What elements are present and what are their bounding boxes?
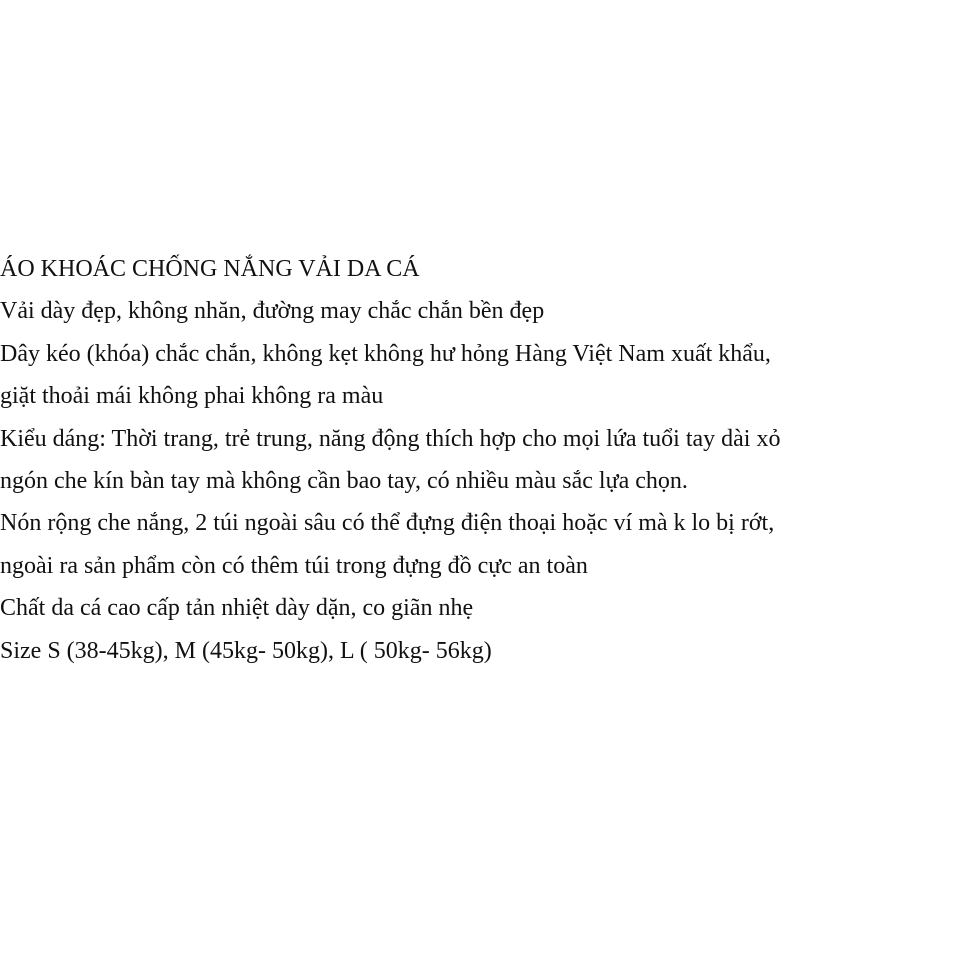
description-line-hood-pockets: Nón rộng che nắng, 2 túi ngoài sâu có thể đựng điện thoại hoặc ví mà k lo bị rớt, bbox=[0, 510, 775, 537]
product-description bbox=[0, 248, 940, 672]
description-line-fabric: Vải dày đẹp, không nhăn, đường may chắc chắn bền đẹp bbox=[0, 298, 545, 325]
description-line-washing: giặt thoải mái không phai không ra màu bbox=[0, 383, 384, 410]
description-line-inner-pocket: ngoài ra sản phẩm còn có thêm túi trong đựng đồ cực an toàn bbox=[0, 552, 588, 579]
product-title: ÁO KHOÁC CHỐNG NẮNG VẢI DA CÁ bbox=[0, 256, 420, 282]
description-line-zipper: Dây kéo (khóa) chắc chắn, không kẹt không hư hỏng Hàng Việt Nam xuất khẩu, bbox=[0, 340, 771, 367]
description-line-sizes: Size S (38-45kg), M (45kg- 50kg), L ( 50kg- 56kg) bbox=[0, 637, 492, 664]
description-line-material: Chất da cá cao cấp tản nhiệt dày dặn, co giãn nhẹ bbox=[0, 595, 474, 622]
description-line-style: Kiểu dáng: Thời trang, trẻ trung, năng động thích hợp cho mọi lứa tuổi tay dài xỏ bbox=[0, 425, 781, 452]
description-line-style-cont: ngón che kín bàn tay mà không cần bao tay, có nhiều màu sắc lựa chọn. bbox=[0, 468, 688, 495]
